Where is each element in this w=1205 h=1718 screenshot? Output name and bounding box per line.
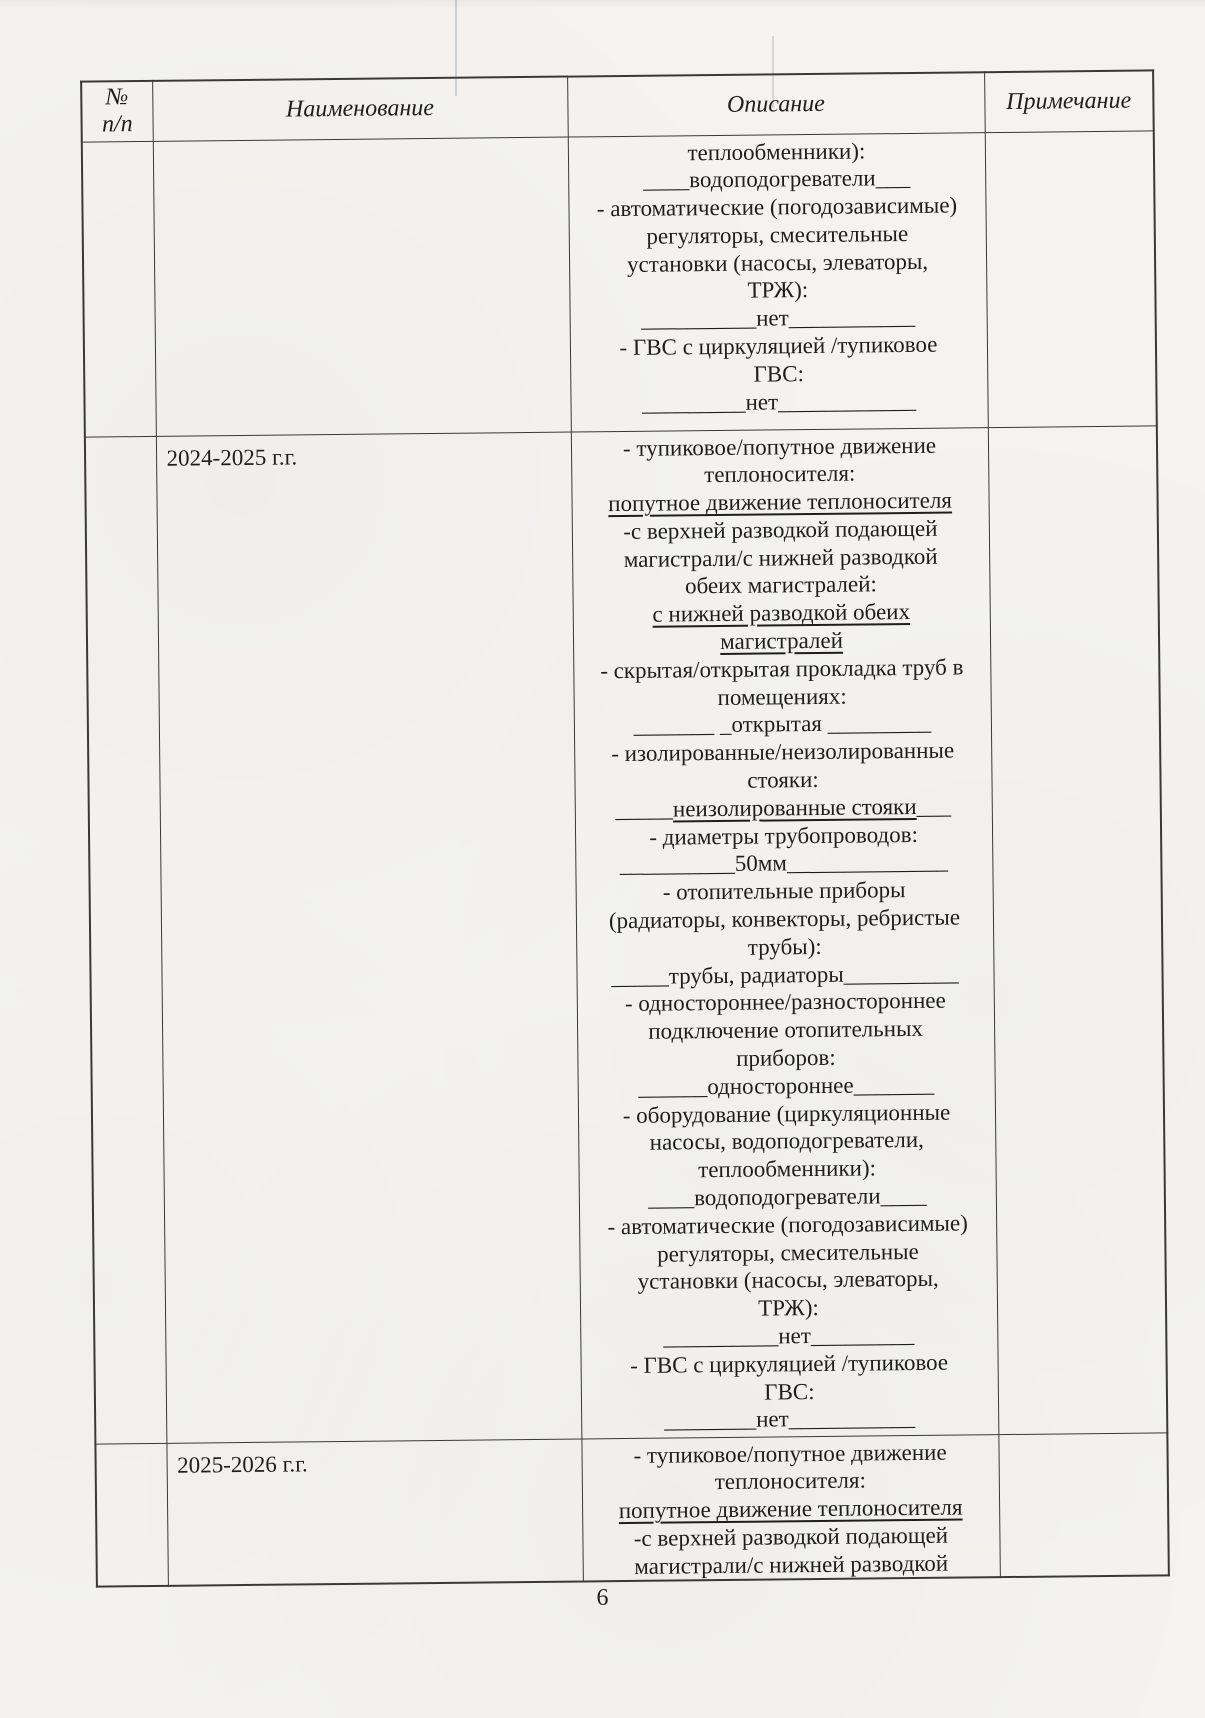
description-line bbox=[584, 1098, 988, 1130]
description-line bbox=[585, 1126, 989, 1158]
description-line bbox=[586, 1292, 990, 1324]
description-line bbox=[580, 709, 984, 741]
row-name-cell: 2024-2025 г.г. bbox=[156, 432, 582, 1443]
description-line bbox=[586, 1265, 990, 1297]
description-line bbox=[589, 1521, 993, 1553]
description-text: магистрали/с нижней разводкой bbox=[634, 1550, 949, 1579]
description-line bbox=[587, 1348, 991, 1380]
description-text: насосы, водоподогреватели, bbox=[649, 1127, 924, 1156]
description-text: регуляторы, смесительные bbox=[646, 220, 909, 249]
description-text: теплоносителя: bbox=[714, 1467, 867, 1495]
description-text: - тупиковое/попутное движение bbox=[633, 1439, 947, 1468]
description-line bbox=[588, 1438, 992, 1470]
description-text: - скрытая/открытая прокладка труб в bbox=[600, 654, 964, 684]
description-line bbox=[574, 136, 978, 168]
description-line bbox=[585, 1153, 989, 1185]
description-line bbox=[580, 681, 984, 713]
description-line bbox=[577, 386, 981, 418]
description-line bbox=[588, 1404, 992, 1436]
description-text: ГВС: bbox=[764, 1378, 815, 1405]
description-text: - отопительные приборы bbox=[662, 877, 906, 905]
description-line bbox=[582, 875, 986, 907]
description-line bbox=[583, 1014, 987, 1046]
underlined-value: попутное движение теплоносителя bbox=[618, 1494, 963, 1524]
description-text: обеих магистралей: bbox=[684, 571, 878, 599]
description-text: -с верхней разводкой подающей bbox=[633, 1522, 949, 1551]
row-name-cell: 2025-2026 г.г. bbox=[166, 1438, 582, 1586]
description-text: теплообменники): bbox=[687, 137, 866, 165]
description-line bbox=[583, 987, 987, 1019]
underlined-value: попутное движение теплоносителя bbox=[608, 487, 953, 517]
description-text: ТРЖ): bbox=[758, 1295, 820, 1321]
description-text: подключение отопительных bbox=[648, 1016, 924, 1045]
description-text: - оборудование (циркуляционные bbox=[622, 1099, 951, 1128]
description-text: ____водоподогреватели___ bbox=[643, 165, 911, 194]
description-text: __________нет___________ bbox=[640, 304, 916, 333]
row-name-cell bbox=[153, 137, 571, 436]
description-text: магистрали/с нижней разводкой bbox=[623, 543, 938, 572]
description-line bbox=[587, 1376, 991, 1408]
description-line bbox=[577, 431, 981, 463]
header-num bbox=[81, 81, 153, 142]
page-number: 6 bbox=[596, 1585, 609, 1611]
description-text: регуляторы, смесительные bbox=[656, 1238, 919, 1267]
description-line bbox=[584, 1070, 988, 1102]
row-note-cell bbox=[988, 425, 1168, 1434]
description-line bbox=[579, 570, 983, 602]
description-text: (радиаторы, конвекторы, ребристые bbox=[608, 904, 961, 934]
description-text: - тупиковое/попутное движение bbox=[622, 432, 937, 461]
description-text: ________нет___________ bbox=[664, 1405, 916, 1434]
row-note-cell bbox=[998, 1432, 1168, 1577]
description-line bbox=[579, 598, 983, 630]
description-line bbox=[588, 1465, 992, 1497]
underlined-value: неизолированные стояки bbox=[672, 793, 917, 822]
underlined-value: с нижней разводкой обеих bbox=[652, 599, 911, 627]
description-line bbox=[576, 275, 980, 307]
table-row bbox=[85, 425, 1167, 1443]
description-line bbox=[583, 959, 987, 991]
header-num-line1: № bbox=[105, 84, 129, 111]
description-line bbox=[582, 848, 986, 880]
row-description-cell bbox=[571, 427, 999, 1438]
description-line bbox=[581, 736, 985, 768]
description-line bbox=[584, 1042, 988, 1074]
description-text: - ГВС с циркуляцией /тупиковое bbox=[630, 1349, 949, 1378]
description-line bbox=[575, 164, 979, 196]
description-line: _____неизолированные стояки___ bbox=[615, 793, 952, 822]
description-text: помещениях: bbox=[717, 683, 847, 710]
description-line bbox=[581, 820, 985, 852]
header-num-line2: п/п bbox=[101, 111, 133, 138]
description-line bbox=[586, 1209, 990, 1241]
header-description: Описание bbox=[567, 72, 985, 136]
description-line bbox=[578, 486, 982, 518]
header-note: Примечание bbox=[984, 70, 1154, 132]
description-text: теплоносителя: bbox=[704, 460, 856, 488]
description-text: - одностороннее/разностороннее bbox=[624, 988, 946, 1017]
description-line bbox=[589, 1549, 993, 1581]
description-line bbox=[587, 1320, 991, 1352]
description-line bbox=[578, 459, 982, 491]
description-line bbox=[589, 1493, 993, 1525]
description-text: - автоматические (погодозависимые) bbox=[596, 192, 958, 222]
description-line bbox=[577, 358, 981, 390]
row-description-cell bbox=[568, 132, 988, 431]
description-text: стояки: bbox=[747, 767, 819, 793]
description-line bbox=[576, 303, 980, 335]
description-text: установки (насосы, элеваторы, bbox=[626, 248, 929, 277]
description-text: теплообменники): bbox=[698, 1155, 877, 1183]
header-name: Наименование bbox=[152, 77, 568, 141]
description-line bbox=[583, 931, 987, 963]
description-text: - ГВС с циркуляцией /тупиковое bbox=[619, 331, 938, 361]
description-line bbox=[580, 653, 984, 685]
table-row bbox=[82, 130, 1157, 436]
description-text: -с верхней разводкой подающей bbox=[623, 515, 938, 544]
description-text: __________50мм______________ bbox=[619, 849, 949, 878]
row-description-cell bbox=[581, 1434, 999, 1582]
description-line bbox=[575, 247, 979, 279]
description-line bbox=[579, 625, 983, 657]
description-text: _____трубы, радиаторы__________ bbox=[611, 960, 959, 989]
description-text: - диаметры трубопроводов: bbox=[649, 821, 919, 850]
description-line bbox=[579, 542, 983, 574]
description-text: _________нет____________ bbox=[641, 387, 917, 416]
row-number-cell bbox=[95, 1443, 167, 1587]
description-line bbox=[578, 514, 982, 546]
row-number-cell bbox=[82, 141, 156, 437]
description-text: ______одностороннее_______ bbox=[638, 1071, 935, 1100]
table-header-row bbox=[81, 70, 1154, 141]
description-text: приборов: bbox=[735, 1044, 836, 1071]
description-line bbox=[581, 764, 985, 796]
row-number-cell bbox=[85, 436, 167, 1444]
description-text: - автоматические (погодозависимые) bbox=[607, 1210, 968, 1240]
description-text: установки (насосы, элеваторы, bbox=[637, 1266, 939, 1295]
data-table bbox=[80, 69, 1170, 1588]
table-header bbox=[81, 70, 1154, 141]
underlined-value: магистралей bbox=[720, 627, 844, 655]
description-line bbox=[575, 219, 979, 251]
description-text: __________нет_________ bbox=[663, 1321, 915, 1350]
description-line bbox=[586, 1237, 990, 1269]
description-text: трубы): bbox=[747, 933, 822, 960]
description-line bbox=[582, 903, 986, 935]
description-line bbox=[585, 1181, 989, 1213]
table-row bbox=[95, 1432, 1168, 1587]
description-line bbox=[576, 330, 980, 362]
row-note-cell bbox=[985, 130, 1157, 427]
table-body bbox=[82, 130, 1169, 1587]
description-text: - изолированные/неизолированные bbox=[611, 737, 955, 767]
description-text: ТРЖ): bbox=[747, 277, 809, 304]
description-line bbox=[575, 191, 979, 223]
description-text: _______ _открытая _________ bbox=[633, 710, 932, 739]
description-text: ГВС: bbox=[753, 360, 805, 387]
description-text: ____водоподогреватели____ bbox=[648, 1182, 927, 1211]
